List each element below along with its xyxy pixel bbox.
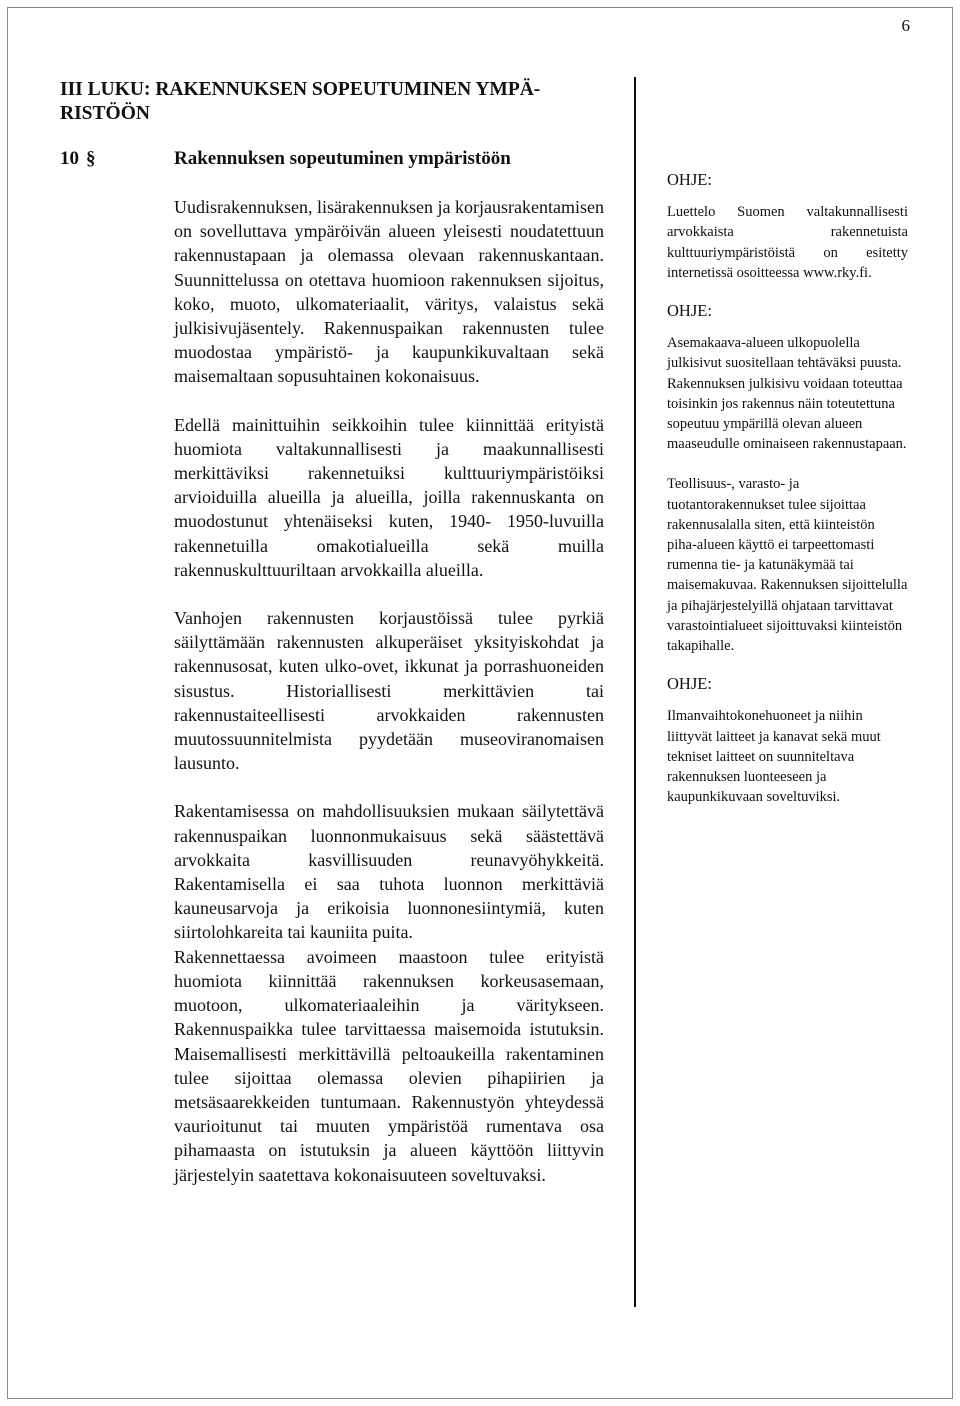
- chapter-title: III LUKU: RAKENNUKSEN SOPEUTUMINEN YMPÄ-RISTÖÖN: [60, 79, 541, 124]
- ohje-text-1: Luettelo Suomen valtakunnallisesti arvokkaista rakennetuista kulttuuriympäristöistä on esitetty internetissä osoitteessa www.rky.fi.: [667, 204, 908, 281]
- paragraph-4: Rakentamisessa on mahdollisuuksien mukaan säilytettävä rakennuspaikan luonnonmukaisuus sekä säästettävä arvokkaita kasvillisuuden reunavyöhykkeitä. Rakentamisella ei saa tuhota luonnon merkittäviä kauneusarvoja ja erikoisia luonnonesiintymiä, kuten siirtolohkareita tai kauniita puita.: [174, 801, 604, 943]
- ohje-text-3: Ilmanvaihtokonehuoneet ja niihin liittyvät laitteet ja kanavat sekä muut tekniset laitteet on suunniteltava rakennuksen luonteeseen ja kaupunkikuvaan soveltuviksi.: [667, 708, 881, 806]
- page-number: 6: [901, 16, 910, 35]
- ohje-label-1: OHJE:: [667, 170, 712, 189]
- ohje-label-2: OHJE:: [667, 301, 712, 321]
- main-body: [174, 195, 604, 1187]
- section-number: 10: [60, 148, 79, 169]
- ohje-label-3: OHJE:: [667, 674, 712, 694]
- paragraph-2: Edellä mainittuihin seikkoihin tulee kiinnittää erityistä huomiota valtakunnallisesti ja maakunnallisesti merkittäviksi rakennetuiksi kulttuuriympäristöiksi arvioiduilla alueilla ja alueilla, joilla rakennuskanta on muodostunut yhtenäiseksi kuten, 1940- 1950-luvuilla rakennetuilla omakotialueilla sekä muilla rakennuskulttuuriltaan arvokkailla alueilla.: [174, 414, 604, 580]
- paragraph-3: Vanhojen rakennusten korjaustöissä tulee pyrkiä säilyttämään rakennusten alkuperäiset yksityiskohdat ja rakennusosat, kuten ulko-ovet, ikkunat ja porrashuoneiden sisustus. Historiallisesti merkittävien tai rakennustaiteellisesti arvokkaiden rakennusten muutossuunnitelmista pyydetään museoviranomaisen lausunto.: [174, 608, 604, 774]
- ohje-text-2a: Asemakaava-alueen ulkopuolella julkisivut suositellaan tehtäväksi puusta. Rakennuksen julkisivu voidaan toteuttaa toisinkin jos rakennus näin toteutettuna sopeutuu ympärillä olevan alueen maaseudulle ominaiseen rakennustapaan.: [667, 335, 907, 453]
- section-symbol: §: [86, 148, 96, 169]
- sidebar-notes: [667, 170, 908, 807]
- paragraph-1: Uudisrakennuksen, lisärakennuksen ja korjausrakentamisen on sovelluttava ympäröivän alueen yleisesti noudatettuun rakennustapaan ja olemassa olevaan rakennuskantaan. Suunnittelussa on otettava huomioon rakennuksen sijoitus, koko, muoto, ulkomateriaalit, väritys, valaistus sekä julkisivujäsentely. Rakennuspaikan rakennusten tulee muodostaa ympäristö- ja kaupunkikuvaltaan sekä maisemaltaan sopusuhtainen kokonaisuus.: [174, 197, 604, 387]
- column-divider: [634, 77, 636, 1307]
- ohje-text-2b: Teollisuus-, varasto- ja tuotantorakennukset tulee sijoittaa rakennusalalla siten, että kiinteistön piha-alueen käyttö ei tarpeettomasti rumenna tie- ja katunäkymää tai maisemakuvaa. Rakennuksen sijoittelulla ja pihajärjestelyillä ohjataan tarvittavat varastointialueet sijoittuvaksi kiinteistön takapihalle.: [667, 476, 908, 655]
- section-title: Rakennuksen sopeutuminen ympäristöön: [174, 148, 511, 169]
- paragraph-5: Rakennettaessa avoimeen maastoon tulee erityistä huomiota kiinnittää rakennuksen korkeusasemaan, muotoon, ulkomateriaaleihin ja väritykseen. Rakennuspaikka tulee tarvittaessa maisemoida istutuksin. Maisemallisesti merkittävillä peltoaukeilla rakentaminen tulee sijoittaa olemassa olevien pihapiirien ja metsäsaarekkeiden tuntumaan. Rakennustyön yhteydessä vaurioitunut tai muuten ympäristöä rumentava osa pihamaasta on istutuksin ja alueen käyttöön liittyvin järjestelyin saatettava kokonaisuuteen soveltuvaksi.: [174, 946, 604, 1185]
